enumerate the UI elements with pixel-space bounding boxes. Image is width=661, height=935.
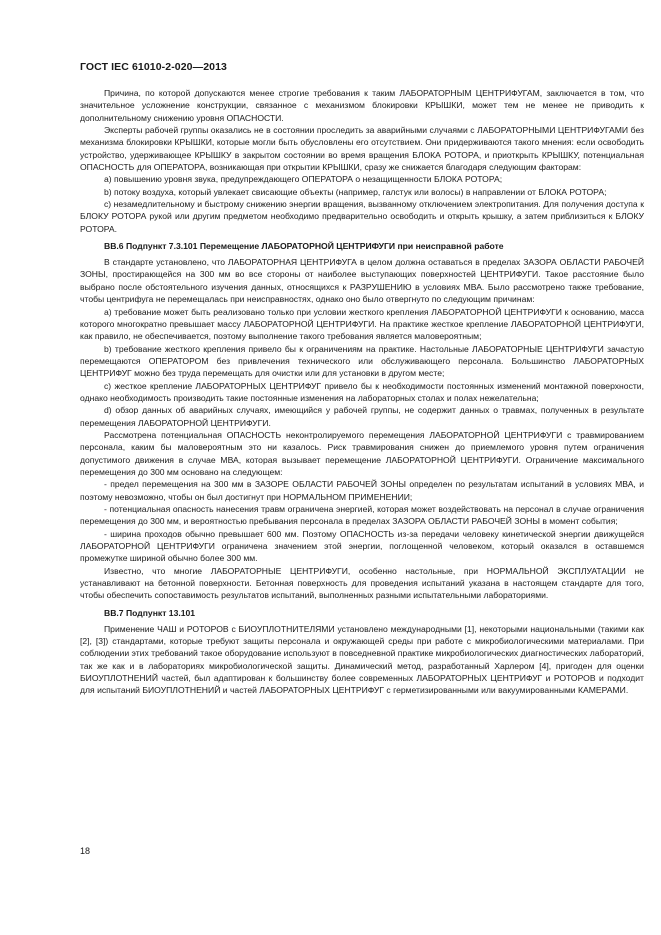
list-item: - потенциальная опасность нанесения травм ограничена энергией, которая может воздействовать на персонал в случае ограничения перемещения до 300 мм, и вероятностью пребывания персонала в пределах ЗАЗОРА ОБЛАСТИ РАБОЧЕЙ ЗОНЫ в момент события; [80, 504, 644, 527]
page-number: 18 [80, 846, 91, 856]
paragraph: Эксперты рабочей группы оказались не в состоянии проследить за аварийными случаями с ЛАБОРАТОРНЫМИ ЦЕНТРИФУГАМИ без механизма блокировки КРЫШКИ, которые могли быть обусловлены его отсутствием. Они придерживаются такого мнения: если освободить устройство, удерживающее КРЫШКУ в закрытом состоянии во время вращения БЛОКА РОТОРА, и приоткрыть КРЫШКУ, потенциальная ОПАСНОСТЬ для ОПЕРАТОРА, возникающая при открытии КРЫШКИ, сразу же снижается благодаря следующим факторам: [80, 125, 644, 173]
list-item: - ширина проходов обычно превышает 600 мм. Поэтому ОПАСНОСТЬ из-за передачи человеку кинетической энергии движущейся ЛАБОРАТОРНОЙ ЦЕНТРИФУГИ ограничена значением этой энергии, поглощенной человеком, который оказался в оставшемся промежутке шириной обычно более 300 мм. [80, 528, 644, 564]
list-item: d) обзор данных об аварийных случаях, имеющийся у рабочей группы, не содержит данных о травмах, полученных в результате перемещения ЛАБОРАТОРНОЙ ЦЕНТРИФУГИ. [80, 405, 644, 428]
paragraph: В стандарте установлено, что ЛАБОРАТОРНАЯ ЦЕНТРИФУГА в целом должна оставаться в пределах ЗАЗОРА ОБЛАСТИ РАБОЧЕЙ ЗОНЫ, простирающейся на 300 мм во все стороны от наиболее выступающих поверхностей ЦЕНТРИФУГИ. Такое расстояние было выбрано после обстоятельного изучения данных, относящихся к РАЗРУШЕНИЮ в условиях МВА. Было рассмотрено также требование, чтобы центрифуга не перемещалась при неисправностях, однако оно было отвергнуто по следующим причинам: [80, 257, 644, 305]
section-heading-bb7: ВВ.7 Подпункт 13.101 [104, 607, 196, 618]
list-item: a) требование может быть реализовано только при условии жесткого крепления ЛАБОРАТОРНОЙ ЦЕНТРИФУГИ к основанию, масса которого многократно превышает массу ЛАБОРАТОРНОЙ ЦЕНТРИФУГИ. На практике жесткое крепление ЛАБОРАТОРНОЙ ЦЕНТРИФУГИ, как правило, не обеспечивается, поэтому выполнение такого требования является маловероятным; [80, 306, 644, 342]
list-item: c) жесткое крепление ЛАБОРАТОРНЫХ ЦЕНТРИФУГ привело бы к необходимости постоянных изменений монтажной поверхности, однако необходимость производить такие постоянные изменения на лабораторных столах и полах нежелательна; [80, 380, 644, 403]
list-item: b) требование жесткого крепления привело бы к ограничениям на практике. Настольные ЛАБОРАТОРНЫЕ ЦЕНТРИФУГИ зачастую перемещаются ОПЕРАТОРОМ без привлечения технического или обслуживающего персонала. Большинство ЛАБОРАТОРНЫХ ЦЕНТРИФУГ можно без труда перемещать для очистки или для установки в другом месте; [80, 343, 644, 379]
list-item: c) незамедлительному и быстрому снижению энергии вращения, вызванному отключением электропитания. Для получения доступа к БЛОКУ РОТОРА рукой или другим предметом необходимо предварительно освободить и открыть крышку, а затем приблизиться к БЛОКУ РОТОРА. [80, 199, 644, 234]
paragraph: Причина, по которой допускаются менее строгие требования к таким ЛАБОРАТОРНЫМ ЦЕНТРИФУГАМ, заключается в том, что значительное усложнение конструкции, связанное с механизмом блокировки КРЫШКИ, может тем не менее не приводить к дополнительному снижению уровня ОПАСНОСТИ. [80, 88, 644, 123]
section-heading-bb6: ВВ.6 Подпункт 7.3.101 Перемещение ЛАБОРАТОРНОЙ ЦЕНТРИФУГИ при неисправной работе [104, 241, 504, 252]
paragraph: Рассмотрена потенциальная ОПАСНОСТЬ неконтролируемого перемещения ЛАБОРАТОРНОЙ ЦЕНТРИФУГИ с травмированием персонала, каким бы маловероятным это ни казалось. Риск травмирования снижен до приемлемого уровня путем ограничения допустимого движения в случае МВА, которая вызывает перемещение ЛАБОРАТОРНОЙ ЦЕНТРИФУГИ. Ограничение максимального перемещения до 300 мм основано на следующем: [80, 429, 644, 477]
paragraph: Применение ЧАШ и РОТОРОВ с БИОУПЛОТНИТЕЛЯМИ установлено международными [1], некоторыми национальными (такими как [2], [3]) стандартами, которые требуют защиты персонала и окружающей среды при работе с микробиологическими материалами. При соблюдении этих требований такое оборудование используют в повседневной практике микробиологических диагностических лабораторий, так же как и в лабораториях микробиологической защиты. Динамический метод, разработанный Харлером [4], пригоден для оценки БИОУПЛОТНЕНИЙ частей, был адаптирован к большинству более современных ЛАБОРАТОРНЫХ ЦЕНТРИФУГ и РОТОРОВ и подходит для испытаний БИОУПЛОТНЕНИЙ и частей ЛАБОРАТОРНЫХ ЦЕНТРИФУГ с герметизированными или вакуумированными КАМЕРАМИ. [80, 623, 644, 696]
list-item: a) повышению уровня звука, предупреждающего ОПЕРАТОРА о незащищенности БЛОКА РОТОРА; [104, 174, 503, 185]
document-body [80, 87, 644, 697]
list-item: - предел перемещения на 300 мм в ЗАЗОРЕ ОБЛАСТИ РАБОЧЕЙ ЗОНЫ определен по результатам испытаний в условиях МВА, и поэтому невозможно, чтобы он был достигнут при НОРМАЛЬНОМ ПРИМЕНЕНИИ; [80, 479, 644, 502]
paragraph: Известно, что многие ЛАБОРАТОРНЫЕ ЦЕНТРИФУГИ, особенно настольные, при НОРМАЛЬНОЙ ЭКСПЛУАТАЦИИ не устанавливают на бетонной поверхности. Бетонная поверхность для проведения испытаний указана в настоящем стандарте для того, чтобы обеспечить сопоставимость результатов испытаний, выполненных разными испытательными лабораториями. [80, 565, 644, 601]
list-item: b) потоку воздуха, который увлекает свисающие объекты (например, галстук или волосы) в направлении от БЛОКА РОТОРА; [104, 186, 607, 197]
document-header: ГОСТ IEC 61010-2-020—2013 [80, 61, 227, 73]
